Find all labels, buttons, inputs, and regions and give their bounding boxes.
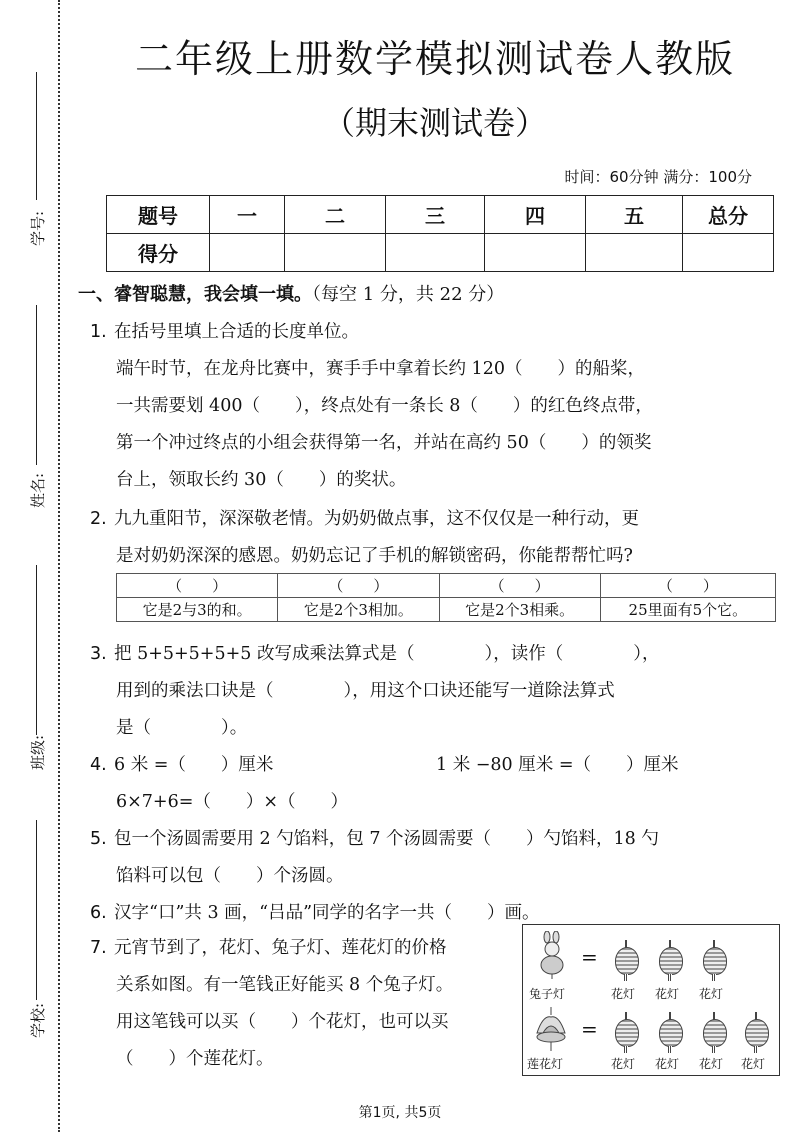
flower-lantern-icon — [703, 1019, 727, 1047]
class-line — [36, 565, 37, 735]
q7-line-4: （ ）个莲花灯。 — [116, 1049, 274, 1069]
password-clue: 它是2个3相乘。 — [439, 598, 600, 622]
q3-number: 3. — [90, 644, 107, 664]
q7-line-3: 用这笔钱可以买（ ）个花灯，也可以买 — [116, 1012, 449, 1032]
q7-line-1 — [90, 934, 447, 959]
q3-line-1 — [90, 640, 659, 665]
class-label: 班级: — [29, 734, 48, 771]
rabbit-lantern-label: 兔子灯 — [529, 987, 566, 1001]
score-header-cell: 题号 — [107, 196, 210, 234]
password-clue-row — [117, 598, 776, 622]
lotus-lantern-icon — [533, 1007, 569, 1051]
score-table — [106, 195, 774, 272]
time-info: 时间：60分钟 满分：100分 — [564, 168, 752, 186]
q7-number: 7. — [90, 938, 107, 958]
flower-lantern-label: 花灯 — [655, 987, 680, 1001]
section-1-note: （每空 1 分，共 22 分） — [312, 284, 505, 305]
q4-part-c: 6×7+6=（ ）×（ ） — [116, 792, 349, 812]
q2-text: 九九重阳节，深深敬老情。为奶奶做点事，这不仅仅是一种行动，更 — [114, 509, 639, 529]
password-clue: 它是2与3的和。 — [117, 598, 278, 622]
section-1-heading — [78, 280, 504, 306]
score-header-cell: 二 — [285, 196, 386, 234]
score-cell[interactable] — [210, 234, 285, 272]
flower-lantern-label: 花灯 — [699, 1057, 724, 1071]
flower-lantern-icon — [659, 1019, 683, 1047]
q4-line-1 — [90, 751, 273, 776]
flower-lantern-label: 花灯 — [699, 987, 724, 1001]
q3-line-3: 是（ ）。 — [116, 718, 248, 738]
q5-line-2: 馅料可以包（ ）个汤圆。 — [116, 866, 344, 886]
school-label: 学校: — [29, 1002, 48, 1039]
q1-number: 1. — [90, 322, 107, 342]
q7-line-2: 关系如图。有一笔钱正好能买 8 个兔子灯。 — [116, 975, 454, 995]
password-table — [116, 573, 776, 622]
q3-text: 把 5+5+5+5+5 改写成乘法算式是（ ），读作（ ）， — [114, 644, 660, 664]
score-cell[interactable] — [485, 234, 586, 272]
score-cell[interactable] — [386, 234, 485, 272]
name-label: 姓名: — [29, 472, 48, 509]
q1-line-5: 台上，领取长约 30（ ）的奖状。 — [116, 470, 407, 490]
score-table-header-row — [107, 196, 774, 234]
flower-lantern-icon — [615, 1019, 639, 1047]
score-header-cell: 总分 — [683, 196, 774, 234]
exam-title: 二年级上册数学模拟测试卷人教版 — [134, 37, 735, 81]
q1-line-4: 第一个冲过终点的小组会获得第一名，并站在高约 50（ ）的领奖 — [116, 433, 652, 453]
equals-sign: = — [581, 1017, 598, 1041]
q3-line-2: 用到的乘法口诀是（ ），用这个口诀还能写一道除法算式 — [116, 681, 615, 701]
q6-text: 汉字“口”共 3 画，“吕品”同学的名字一共（ ）画。 — [114, 903, 540, 923]
score-header-cell: 五 — [586, 196, 683, 234]
q4-part-a: 6 米 =（ ）厘米 — [114, 755, 274, 775]
q6-number: 6. — [90, 903, 107, 923]
score-header-cell: 一 — [210, 196, 285, 234]
page-footer: 第1页, 共5页 — [358, 1105, 442, 1121]
school-line — [36, 820, 37, 1000]
q1-line-3: 一共需要划 400（ ），终点处有一条长 8（ ）的红色终点带， — [116, 396, 653, 416]
score-cell[interactable] — [586, 234, 683, 272]
password-clue: 它是2个3相加。 — [278, 598, 439, 622]
q5-number: 5. — [90, 829, 107, 849]
password-blank[interactable]: （ ） — [600, 574, 775, 598]
score-row-label: 得分 — [107, 234, 210, 272]
flower-lantern-label: 花灯 — [611, 1057, 636, 1071]
q5-line-1 — [90, 825, 659, 850]
score-header-cell: 四 — [485, 196, 586, 234]
section-1-title: 一、睿智聪慧，我会填一填。 — [78, 284, 312, 305]
score-header-cell: 三 — [386, 196, 485, 234]
password-clue: 25里面有5个它。 — [600, 598, 775, 622]
flower-lantern-label: 花灯 — [655, 1057, 680, 1071]
flower-lantern-icon — [745, 1019, 769, 1047]
name-line — [36, 305, 37, 465]
password-blank-row — [117, 574, 776, 598]
flower-lantern-label: 花灯 — [741, 1057, 766, 1071]
score-cell[interactable] — [683, 234, 774, 272]
flower-lantern-icon — [703, 947, 727, 975]
q4-part-b: 1 米 −80 厘米 =（ ）厘米 — [436, 755, 679, 775]
q6-line — [90, 899, 540, 924]
lotus-lantern-label: 莲花灯 — [527, 1057, 564, 1071]
rabbit-lantern-icon — [535, 931, 569, 979]
password-blank[interactable]: （ ） — [439, 574, 600, 598]
q1-line-1 — [90, 318, 359, 343]
flower-lantern-icon — [659, 947, 683, 975]
q2-number: 2. — [90, 509, 107, 529]
q4-number: 4. — [90, 755, 107, 775]
flower-lantern-label: 花灯 — [611, 987, 636, 1001]
q2-line-2: 是对奶奶深深的感恩。奶奶忘记了手机的解锁密码，你能帮帮忙吗? — [116, 546, 633, 566]
lantern-figure — [522, 924, 780, 1076]
student-id-line — [36, 72, 37, 200]
q2-line-1 — [90, 505, 639, 530]
password-blank[interactable]: （ ） — [278, 574, 439, 598]
q1-text: 在括号里填上合适的长度单位。 — [114, 322, 359, 342]
q7-text: 元宵节到了，花灯、兔子灯、莲花灯的价格 — [114, 938, 447, 958]
password-blank[interactable]: （ ） — [117, 574, 278, 598]
equals-sign: = — [581, 945, 598, 969]
score-cell[interactable] — [285, 234, 386, 272]
exam-subtitle: （期末测试卷） — [322, 104, 547, 142]
q1-line-2: 端午时节，在龙舟比赛中，赛手手中拿着长约 120（ ）的船桨， — [116, 359, 645, 379]
score-table-score-row — [107, 234, 774, 272]
q5-text: 包一个汤圆需要用 2 勺馅料，包 7 个汤圆需要（ ）勺馅料，18 勺 — [114, 829, 659, 849]
student-id-label: 学号: — [29, 210, 48, 247]
binding-dotted-line — [58, 0, 60, 1132]
flower-lantern-icon — [615, 947, 639, 975]
